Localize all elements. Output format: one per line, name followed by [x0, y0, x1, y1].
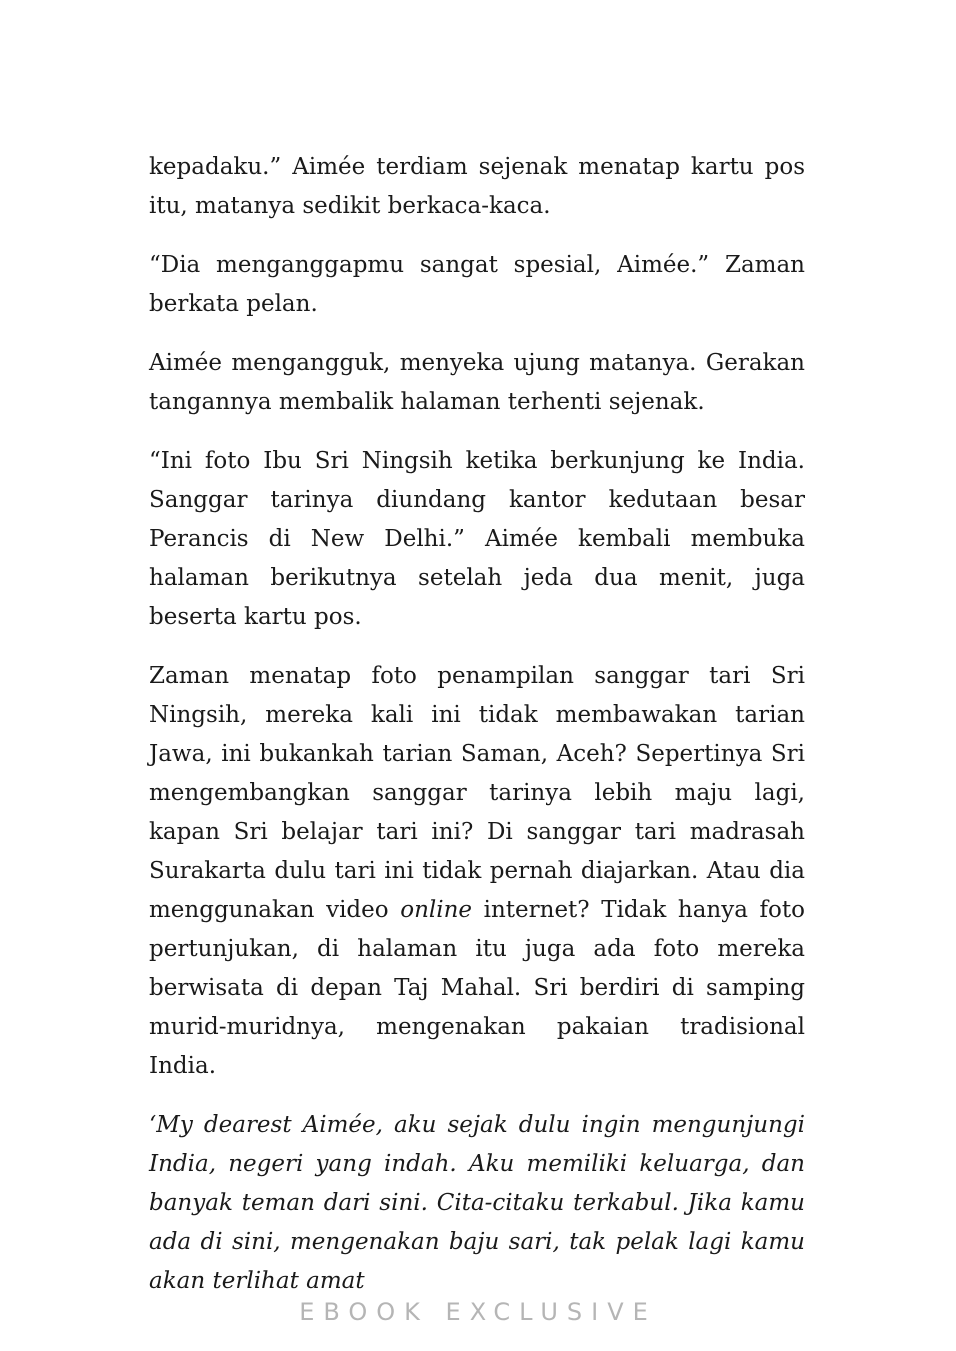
paragraph-1: [149, 148, 805, 226]
paragraph-2-text: “Dia menganggapmu sangat spesial, Aimée.” Zaman berkata pelan.: [149, 252, 805, 317]
paragraph-4-text: “Ini foto Ibu Sri Ningsih ketika berkunjung ke India. Sanggar tarinya diundang kantor kedutaan besar Perancis di New Delhi.” Aimée kembali membuka halaman berikutnya setelah jeda dua menit, juga beserta kartu pos.: [149, 448, 805, 630]
page-body: [149, 148, 805, 1321]
paragraph-3-text: Aimée mengangguk, menyeka ujung matanya. Gerakan tangannya membalik halaman terhenti sejenak.: [149, 350, 805, 415]
letter-quote-text: ‘My dearest Aimée, aku sejak dulu ingin mengunjungi India, negeri yang indah. Aku memiliki keluarga, dan banyak teman dari sini. Cita-citaku terkabul. Jika kamu ada di sini, mengenakan baju sari, tak pelak lagi kamu akan terlihat amat: [149, 1112, 805, 1294]
paragraph-2: [149, 246, 805, 324]
footer-label: EBOOK EXCLUSIVE: [299, 1298, 657, 1326]
paragraph-1-text: kepadaku.” Aimée terdiam sejenak menatap kartu pos itu, matanya sedikit berkaca-kaca.: [149, 154, 805, 219]
paragraph-4: [149, 442, 805, 637]
letter-quote: [149, 1106, 805, 1301]
paragraph-5-italic-word: online: [400, 897, 473, 923]
paragraph-5: [149, 657, 805, 1086]
paragraph-5-text-b: internet? Tidak hanya foto pertunjukan, di halaman itu juga ada foto mereka berwisata di depan Taj Mahal. Sri berdiri di samping murid-muridnya, mengenakan pakaian tradisional India.: [149, 897, 805, 1079]
paragraph-5-text-a: Zaman menatap foto penampilan sanggar tari Sri Ningsih, mereka kali ini tidak membawakan tarian Jawa, ini bukankah tarian Saman, Aceh? Sepertinya Sri mengembangkan sanggar tarinya lebih maju lagi, kapan Sri belajar tari ini? Di sanggar tari madrasah Surakarta dulu tari ini tidak pernah diajarkan. Atau dia menggunakan video: [149, 663, 805, 923]
paragraph-3: [149, 344, 805, 422]
